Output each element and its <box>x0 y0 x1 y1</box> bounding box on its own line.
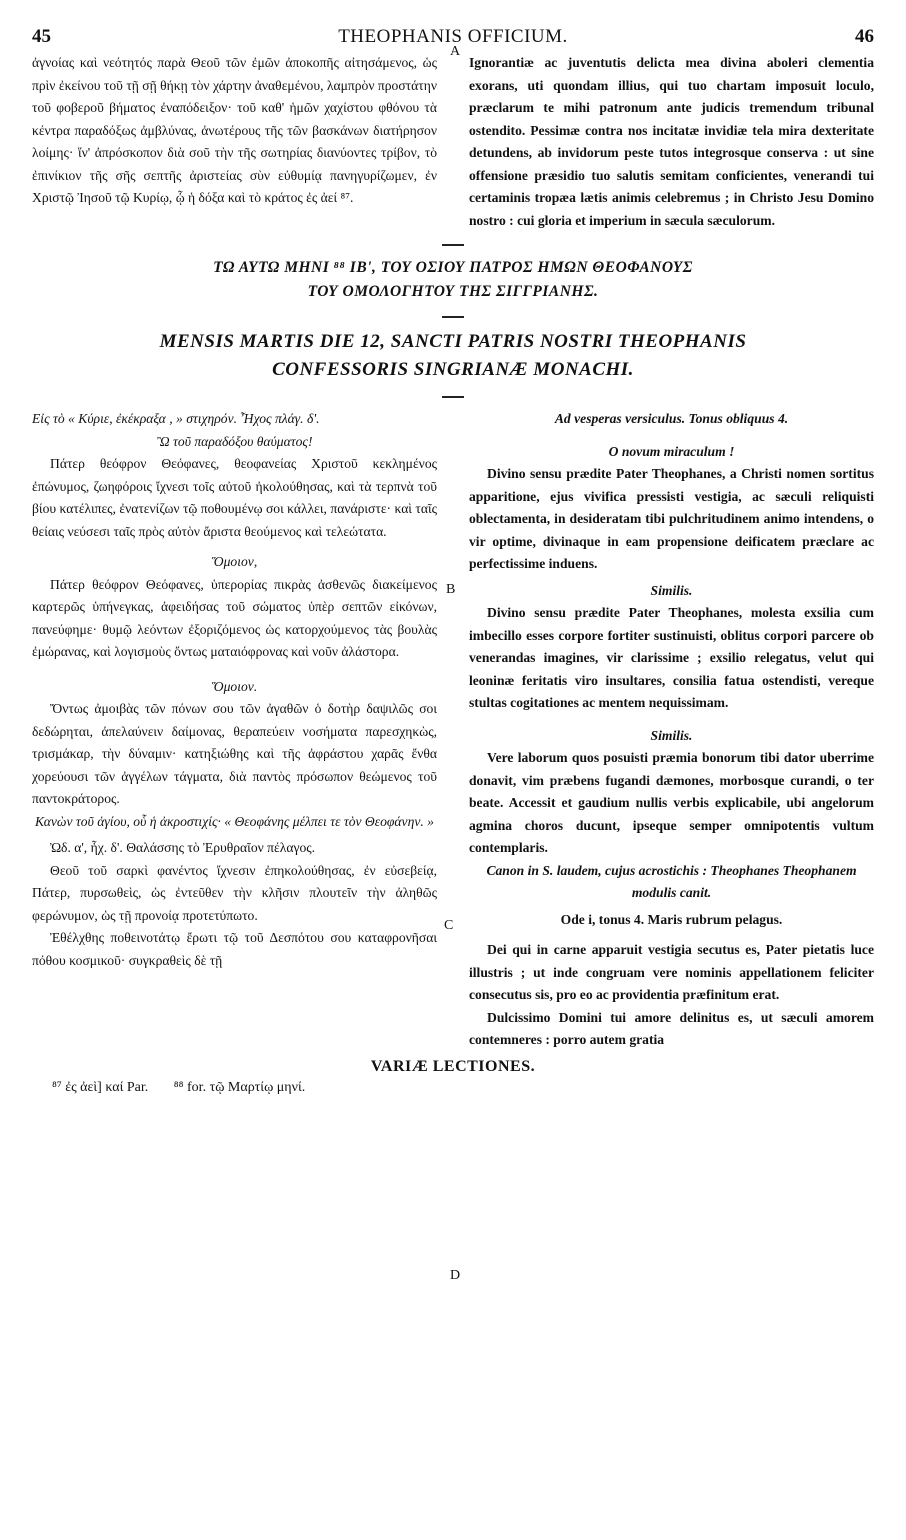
office-section <box>32 408 874 1052</box>
greek-troparion-2: Ἐθέλχθης ποθεινοτάτῳ ἔρωτι τῷ τοῦ Δεσπότου σου καταφρονῆσαι πόθου κοσμικοῦ· συγκραθεὶς δὲ τῇ <box>32 930 437 968</box>
latin-sticheron-1: Divino sensu prædite Pater Theophanes, a Christi nomen sortitus apparitione, ejus vivifica pressisti vestigia, ac sæculi reliquisti oblectamenta, in desideratam tibi pulchritudinem animo intendens, o vir optime, divinaque in eam propensione deificatem præclare ac perfectissime induens. <box>469 466 874 571</box>
greek-canon-title: Κανὼν τοῦ ἁγίου, οὗ ἡ ἀκροστιχίς· « Θεοφάνης μέλπει τε τὸν Θεοφάνην. » <box>35 813 434 829</box>
greek-troparion-1: Θεοῦ τοῦ σαρκὶ φανέντος ἴχνεσιν ἐπηκολούθησας, ἐν εὐσεβείᾳ, Πάτερ, πυρσωθεὶς, ὡς ἐντεῦθεν τὴν κλῆσιν πλουτεῖν τὴν ἀληθῶς φερώνυμον, ὡς τῇ προνοίᾳ προτετύπωτο. <box>32 862 437 923</box>
latin-heading-line1: MENSIS MARTIS DIE 12, SANCTI PATRIS NOSTRI THEOPHANIS <box>159 331 747 352</box>
latin-heading-line2: CONFESSORIS SINGRIANÆ MONACHI. <box>272 359 634 380</box>
margin-letter-b: B <box>446 582 456 597</box>
latin-incipit: O novum miraculum ! <box>608 443 735 459</box>
greek-sticheron-2: Πάτερ θεόφρον Θεόφανες, ὑπερορίας πικρὰς ἀσθενῶς διακείμενος καρτερῶς ὑπήνεγκας, ἀφειδήσας τοῦ σώματος ὑπὲρ σεπτῶν εἰκόνων, πανεύφημε· θυμῷ λεόντων ἐξοριζόμενος ὡς κατορχούμενος τὰς βουλὰς ἐμώρανας, καὶ λογισμοὺς ὄντως ματαιόφρονας καὶ νοῦν ἀλάστορα. <box>32 576 437 659</box>
latin-similis-2: Similis. <box>650 727 693 743</box>
latin-sticheron-2: Divino sensu prædite Pater Theophanes, molesta exsilia cum imbecillo esses corpore fortiter sustinuisti, oblitus corpori parcere ob venerandas imagines, vir clarissime ; exsilio relegatus, velut qui leoninæ feritatis viro insultares, consilia fatua ostendisti, vereque stultas cogitationes ac mentem nequissimam. <box>469 605 874 710</box>
top-section <box>32 52 874 232</box>
greek-ode: Ὠδ. α', ἦχ. δ'. Θαλάσσης τὸ Ἐρυθραῖον πέλαγος. <box>50 840 316 855</box>
footnotes <box>32 1080 874 1096</box>
greek-similis-2: Ὅμοιον. <box>211 678 258 694</box>
greek-heading <box>32 256 874 304</box>
greek-similis-1: Ὅμοιον, <box>211 554 258 569</box>
divider <box>442 244 464 246</box>
divider <box>442 396 464 398</box>
divider <box>442 316 464 318</box>
footnote-87: ⁸⁷ ἐς ἀεὶ] καί Par. <box>52 1079 149 1095</box>
footnote-88: ⁸⁸ for. τῷ Μαρτίῳ μηνί. <box>173 1079 306 1095</box>
latin-sticheron-3: Vere laborum quos posuisti præmia bonorum tibi dator uberrime donavit, vim præbens fugandi dæmones, morbosque curandi, o ter beate. Accessit et gaudium nullis verbis explicabile, ubi angelorum agmina choros ducunt, ipseque semper omnipotentis vultum contemplaris. <box>469 750 874 855</box>
latin-troparion-2: Dulcissimo Domini tui amore delinitus es, ut sæculi amorem contemneres : porro autem gratia <box>469 1009 874 1047</box>
latin-similis-1: Similis. <box>650 582 693 598</box>
greek-column-top <box>32 52 437 232</box>
greek-heading-line1: ΤΩ ΑΥΤΩ ΜΗΝΙ ⁸⁸ ΙΒ', ΤΟΥ ΟΣΙΟΥ ΠΑΤΡΟΣ ΗΜΩΝ ΘΕΟΦΑΝΟΥΣ <box>213 259 693 276</box>
greek-column <box>32 408 437 1052</box>
page-number-left: 45 <box>32 26 51 47</box>
latin-troparion-1: Dei qui in carne apparuit vestigia secutus es, Pater pietatis luce illustris ; ut inde congruam vere nominis appellationem feliciter consecutus sis, pro eo ac providentia præfinitum erat. <box>469 942 874 1002</box>
greek-sticheron-1: Πάτερ θεόφρον Θεόφανες, θεοφανείας Χριστοῦ κεκλημένος ἐπώνυμος, ζωηφόροις ἴχνεσι τοῖς αὐτοῦ ἠκολούθησας, καὶ τὰ τερπνὰ τοῦ βίου κατέλιπες, ἐνατενίζων τῷ ποθουμένῳ σοι κάλλει, πανάριστε· καὶ ταῖς θείαις νεύσεσι ταῖς πρὸς αὐτὸν ἄριστα θεούμενος καὶ τελεώτατα. <box>32 456 437 539</box>
latin-heading <box>32 328 874 384</box>
running-title: THEOPHANIS OFFICIUM. <box>338 26 568 47</box>
greek-prayer-text: ἀγνοίας καὶ νεότητός παρὰ Θεοῦ τῶν ἐμῶν ἀποκοπῆς αἰτησάμενος, ὡς πρὶν ἐκείνου τοῦ τῇ σῇ θήκῃ τὸν χάρτην ἀναθεμένου, λαμπρὸν προστάτην τοῦ φοβεροῦ βήματος ἐναπόδειξον· τοῦ καθ' ἡμῶν χαχίστου φθόνου τὰ κέντρα παραδόξως ἀμβλύνας, ἀνωτέρους τῆς τῶν βασκάνων διατήρησον λοίμης· ἵν' ἀπρόσκοπον διὰ σοῦ τὴν τῆς σωτηρίας διανύοντες τρίβον, τὸ ἐπινίκιον τῆς σῆς σεπτῆς ἀριστείας σὺν εὐθυμίᾳ πανηγυρίζωμεν, ἐν Χριστῷ Ἰησοῦ τῷ Κυρίῳ, ᾧ ἡ δόξα καὶ τὸ κράτος ἐς ἀεί ⁸⁷. <box>32 55 437 205</box>
latin-ode: Ode i, tonus 4. Maris rubrum pelagus. <box>560 911 783 927</box>
margin-letter-d: D <box>450 1268 461 1283</box>
latin-canon-title: Canon in S. laudem, cujus acrostichis : Theophanes Theophanem modulis canit. <box>486 862 857 900</box>
greek-incipit: Ὢ τοῦ παραδόξου θαύματος! <box>156 433 313 449</box>
latin-intro: Ad vesperas versiculus. Tonus obliquus 4. <box>554 411 789 426</box>
page-number-right: 46 <box>854 26 874 47</box>
latin-column-top <box>469 52 874 232</box>
greek-heading-line2: ΤΟΥ ΟΜΟΛΟΓΗΤΟΥ ΤΗΣ ΣΙΓΓΡΙΑΝΗΣ. <box>307 283 599 300</box>
greek-sticheron-3: Ὄντως ἀμοιβὰς τῶν πόνων σου τῶν ἀγαθῶν ὁ δοτὴρ δαψιλῶς σοι δεδώρηται, ἀπελαύνειν δαίμονας, θεραπεύειν νοσήματα παρεσχηκὼς, τρισμάκαρ, τὴν δύναμιν· κατηξιώθης καὶ τῆς ἀφράστου χαρᾶς ἔνθα χορεύουσι τῶν ἀγγέλων τάγματα, διὰ παντὸς πρόσωπον θεώμενος τοῦ παντοκράτορος. <box>32 701 437 806</box>
margin-letter-c: C <box>444 918 454 933</box>
page <box>32 26 874 1096</box>
latin-prayer-text: Ignorantiæ ac juventutis delicta mea divina aboleri clementia exorans, uti quondam illius, qui tuo chartam imposuit loculo, præclarum te mihi patronum ante judicis tremendum tribunal ostendito. Pessimæ contra nos incitatæ invidiæ tela mira dexteritate detundens, ab invidorum peste tutos integrosque conserva : ut sine offensione præsidio tuo salutis semitam conficientes, venerandi tui certaminis tropæa lætis animis celebremus ; in Christo Jesu Domino nostro : cui gloria et imperium in sæcula sæculorum. <box>469 55 874 228</box>
margin-letter-a: A <box>450 44 461 59</box>
variae-lectiones-title: VARIÆ LECTIONES. <box>370 1057 536 1075</box>
greek-intro: Εἰς τὸ « Κύριε, ἐκέκραξα , » στιχηρόν. Ἦχος πλάγ. δ'. <box>32 411 320 426</box>
latin-column <box>469 408 874 1052</box>
